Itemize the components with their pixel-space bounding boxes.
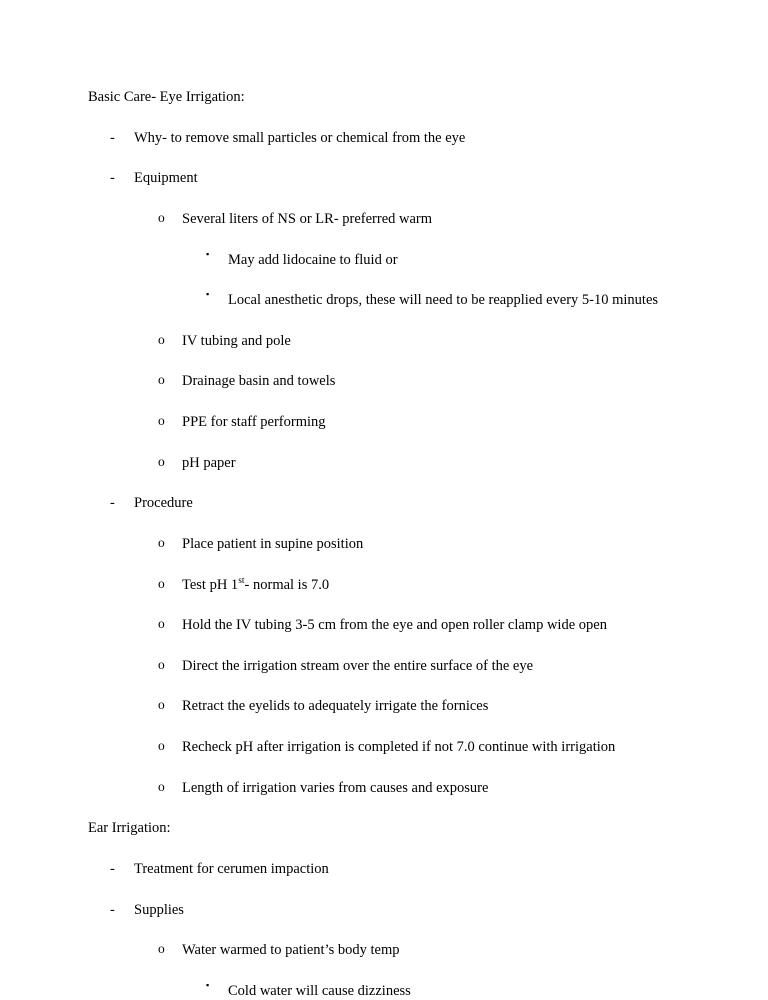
outline-item [206,979,698,1000]
outline-item-text-main: Basic Care- Eye Irrigation: [88,89,245,105]
outline-item-text [182,697,488,715]
outline-item-text-main: Hold the IV tubing 3-5 cm from the eye and open roller clamp wide open [182,617,607,634]
outline-item-text [182,616,607,634]
list-marker-circle: o [158,941,165,957]
outline-item [88,819,698,837]
outline-item-text [134,901,184,919]
outline-item-text [182,738,615,756]
outline-item-text [134,494,193,512]
outline-item-text [182,332,291,350]
list-marker-dash: - [110,129,115,146]
outline-item-text [134,860,329,878]
outline-item-text-main: Why- to remove small particles or chemical from the eye [134,129,466,146]
outline-item [88,88,698,106]
outline-item-text [228,982,411,1000]
outline-item-text-main: Place patient in supine position [182,535,364,552]
document-body [88,88,698,1000]
outline-item-text-main: May add lidocaine to fluid or [228,251,398,268]
outline-item-text [134,129,465,147]
outline-item [158,332,698,350]
outline-item-text-main: Treatment for cerumen impaction [134,860,329,877]
outline-item-text-main: pH paper [182,454,236,471]
outline-item-text-main: Retract the eyelids to adequately irrigate the fornices [182,698,489,715]
outline-item-text-main: Recheck pH after irrigation is completed if not 7.0 continue with irrigation [182,739,616,755]
list-marker-dash: - [110,901,115,918]
outline-item [158,738,698,756]
outline-item-text [182,535,363,553]
outline-item-text [182,576,329,594]
outline-item-text [182,372,335,390]
list-marker-circle: o [158,656,165,672]
outline-item [110,169,698,187]
list-marker-circle: o [158,372,165,388]
list-marker-square: ▪ [206,248,210,259]
outline-item-text [88,819,171,837]
outline-item-text [134,169,198,187]
outline-item-text-main: Cold water will cause dizziness [228,982,411,999]
outline-item-text [182,454,236,472]
list-marker-circle: o [158,453,165,469]
list-marker-square: ▪ [206,289,210,300]
outline-item-text-main: Test pH 1 [182,576,239,593]
outline-item-text [182,941,399,959]
list-marker-dash: - [110,170,115,187]
list-marker-circle: o [158,331,165,347]
list-marker-dash: - [110,495,115,512]
outline-item [110,901,698,919]
outline-item [158,210,698,228]
outline-item-text [88,88,245,106]
outline-item-text-main: Water warmed to patient’s body temp [182,942,400,959]
outline-item-text-main: Ear Irrigation: [88,820,171,837]
outline-item [206,248,698,269]
outline-item-text [228,291,658,309]
outline-item [158,454,698,472]
outline-item-text-main: Local anesthetic drops, these will need to be reapplied every 5-10 minutes [228,292,659,309]
list-marker-circle: o [158,413,165,428]
outline-item [206,291,698,309]
list-marker-circle: o [158,534,165,550]
outline-item [110,494,698,512]
list-marker-dash: - [110,860,115,877]
outline-item-text-main: IV tubing and pole [182,332,291,349]
list-marker-circle: o [158,616,165,632]
outline-item [158,576,698,594]
outline-item-text-main: Direct the irrigation stream over the entire surface of the eye [182,657,534,674]
outline-item-text [182,779,488,797]
outline-item-text-main: PPE for staff performing [182,414,326,430]
outline-item-text-main: Several liters of NS or LR- preferred warm [182,210,433,227]
outline-item-text [182,413,326,431]
outline-item-text-main: Length of irrigation varies from causes and exposure [182,779,489,796]
outline-item [158,372,698,390]
outline-item [158,413,698,431]
outline-item-text-main: Drainage basin and towels [182,373,336,390]
list-marker-circle: o [158,697,165,713]
outline-item-text-tail: - normal is 7.0 [244,576,330,593]
outline-item [158,941,698,959]
outline-item-text-main: Supplies [134,901,184,918]
list-marker-circle: o [158,778,165,794]
outline-item [158,616,698,634]
ordinal-superscript: st [238,575,245,586]
outline-item-text [182,210,432,228]
outline-item [158,657,698,675]
outline-item-text [228,251,398,269]
outline-item [158,535,698,553]
outline-item [158,779,698,797]
outline-item-text [182,657,533,675]
list-marker-circle: o [158,575,165,591]
list-marker-circle: o [158,738,165,753]
outline-item [158,697,698,715]
list-marker-circle: o [158,209,165,225]
outline-item-text-main: Equipment [134,170,198,187]
outline-item-text-main: Procedure [134,495,193,512]
list-marker-square: ▪ [206,979,210,990]
outline-item [110,129,698,147]
outline-item [110,860,698,878]
